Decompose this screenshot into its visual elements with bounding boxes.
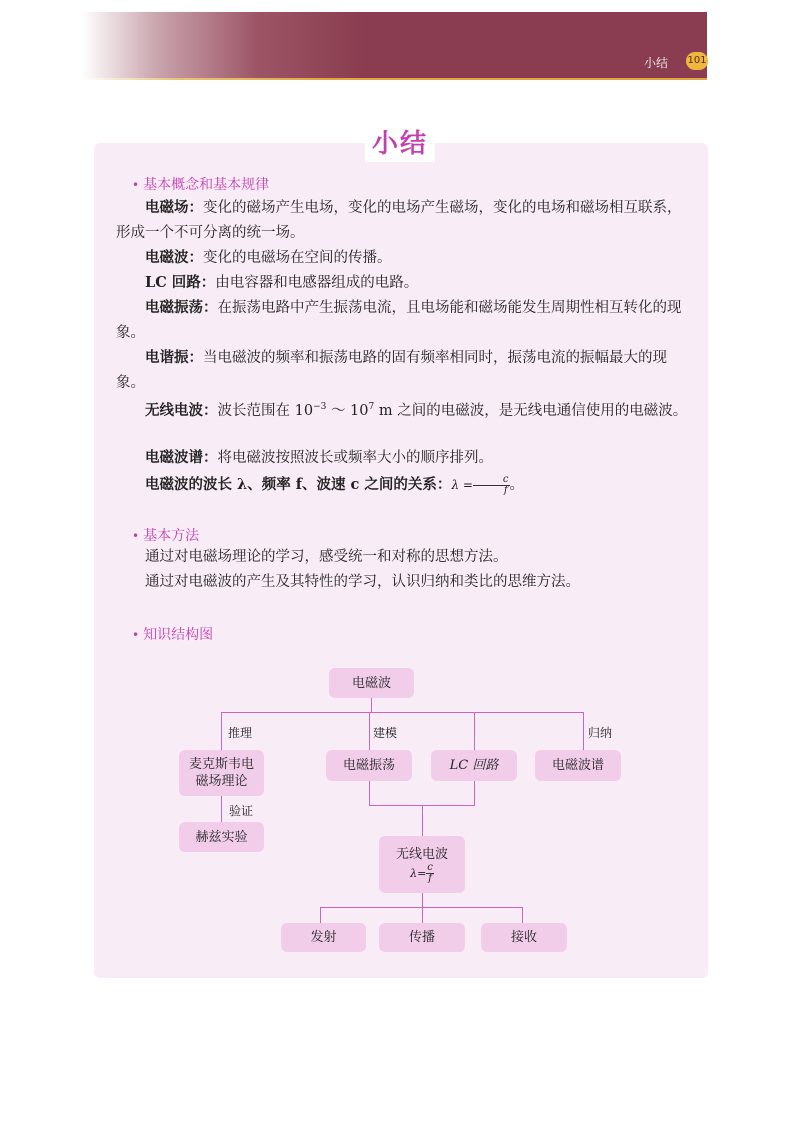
concept-text: m 之间的电磁波，是无线电通信使用的电磁波。 — [374, 402, 688, 419]
concept-text: 由电容器和电感器组成的电路。 — [215, 275, 419, 291]
concept-term: 电谐振： — [145, 349, 203, 366]
concept-text: 变化的磁场产生电场，变化的电场产生磁场，变化的电场和磁场相互联系，形成一个不可分离的统一场。 — [116, 200, 682, 241]
section-heading-label: 知识结构图 — [143, 627, 214, 643]
concept-text: 变化的电磁场在空间的传播。 — [203, 250, 392, 266]
node-hertz-experiment: 赫兹实验 — [179, 822, 264, 852]
concept-term: LC 回路： — [145, 274, 216, 291]
concept-resonance — [116, 345, 688, 396]
connector-line — [369, 712, 370, 750]
formula-lhs: λ= — [410, 866, 427, 880]
connector-line — [320, 907, 321, 923]
header-line — [82, 78, 707, 80]
connector-line — [422, 893, 423, 907]
node-radio-wave — [379, 836, 465, 893]
header-section-title: 小结 — [644, 56, 669, 70]
concept-em-oscillation — [116, 295, 688, 346]
exponent: 7 — [368, 402, 375, 412]
connector-line — [221, 796, 222, 822]
fraction-numerator: c — [473, 475, 510, 486]
node-lc-circuit: LC 回路 — [431, 750, 517, 781]
fraction-numerator: c — [427, 861, 433, 873]
concept-text: 当电磁波的频率和振荡电路的固有频率相同时，振荡电流的振幅最大的现象。 — [116, 350, 667, 391]
bullet-icon: • — [132, 178, 140, 192]
connector-line — [583, 712, 584, 750]
concept-term: 无线电波： — [145, 401, 218, 419]
page-number-badge: 101 — [686, 52, 708, 70]
page-title: 小结 — [365, 126, 435, 162]
concept-term: 电磁波谱： — [145, 449, 218, 466]
section-heading-label: 基本概念和基本规律 — [143, 177, 270, 193]
connector-line — [221, 712, 584, 713]
concept-em-spectrum — [116, 445, 688, 471]
method-line: 通过对电磁波的产生及其特性的学习，认识归纳和类比的思维方法。 — [145, 574, 580, 590]
node-formula — [410, 863, 434, 884]
node-em-oscillation: 电磁振荡 — [326, 750, 412, 781]
edge-label-induce: 归纳 — [588, 726, 613, 740]
concept-wave-relation — [116, 472, 688, 498]
fraction-denominator: f — [428, 872, 432, 884]
node-maxwell-theory — [179, 750, 264, 796]
section-heading-methods — [132, 525, 199, 545]
formula-fraction — [426, 863, 434, 884]
connector-line — [422, 907, 423, 923]
node-label: 麦克斯韦电 — [188, 757, 254, 772]
concept-text: ～ 10 — [326, 402, 369, 419]
bullet-icon: • — [132, 529, 140, 543]
edge-label-model: 建模 — [373, 726, 398, 740]
connector-line — [474, 712, 475, 750]
concept-term: 电磁场： — [145, 199, 203, 216]
section-heading-label: 基本方法 — [143, 528, 200, 544]
section-heading-concepts — [132, 174, 269, 194]
node-emit: 发射 — [281, 923, 366, 952]
edge-label-verify: 验证 — [229, 804, 254, 818]
concept-lc-circuit — [116, 270, 688, 296]
connector-line — [320, 907, 522, 908]
connector-line — [369, 781, 370, 805]
edge-label-reason: 推理 — [228, 726, 253, 740]
concept-text: 在振荡电路中产生振荡电流，且电场能和磁场能发生周期性相互转化的现象。 — [116, 300, 682, 341]
concept-text: 波长范围在 10 — [217, 402, 314, 419]
concept-em-field — [116, 195, 688, 246]
concept-em-wave — [116, 245, 688, 271]
connector-line — [522, 907, 523, 923]
bullet-icon: • — [132, 628, 140, 642]
formula-lhs: λ = — [451, 478, 473, 492]
fraction-denominator: f — [503, 484, 508, 496]
concept-text: 将电磁波按照波长或频率大小的顺序排列。 — [217, 450, 493, 466]
concept-radio-wave — [116, 395, 688, 424]
concept-term: 电磁振荡： — [145, 299, 218, 316]
node-em-spectrum: 电磁波谱 — [535, 750, 621, 781]
formula-fraction — [473, 475, 510, 496]
concept-term: 电磁波： — [145, 249, 203, 266]
header-band — [82, 12, 707, 78]
connector-line — [221, 712, 222, 750]
node-receive: 接收 — [481, 923, 567, 952]
connector-line — [422, 805, 423, 836]
connector-line — [474, 781, 475, 805]
node-label: 磁场理论 — [195, 774, 248, 789]
node-label: 无线电波 — [395, 846, 448, 862]
method-line: 通过对电磁场理论的学习，感受统一和对称的思想方法。 — [145, 549, 508, 565]
section-heading-structure — [132, 624, 213, 644]
concept-tail: 。 — [509, 477, 525, 493]
node-em-wave: 电磁波 — [329, 668, 414, 698]
exponent: −3 — [313, 402, 327, 412]
node-propagate: 传播 — [379, 923, 465, 952]
connector-line — [371, 698, 372, 712]
concept-term: 电磁波的波长 λ、频率 f、波速 c 之间的关系： — [145, 476, 452, 493]
